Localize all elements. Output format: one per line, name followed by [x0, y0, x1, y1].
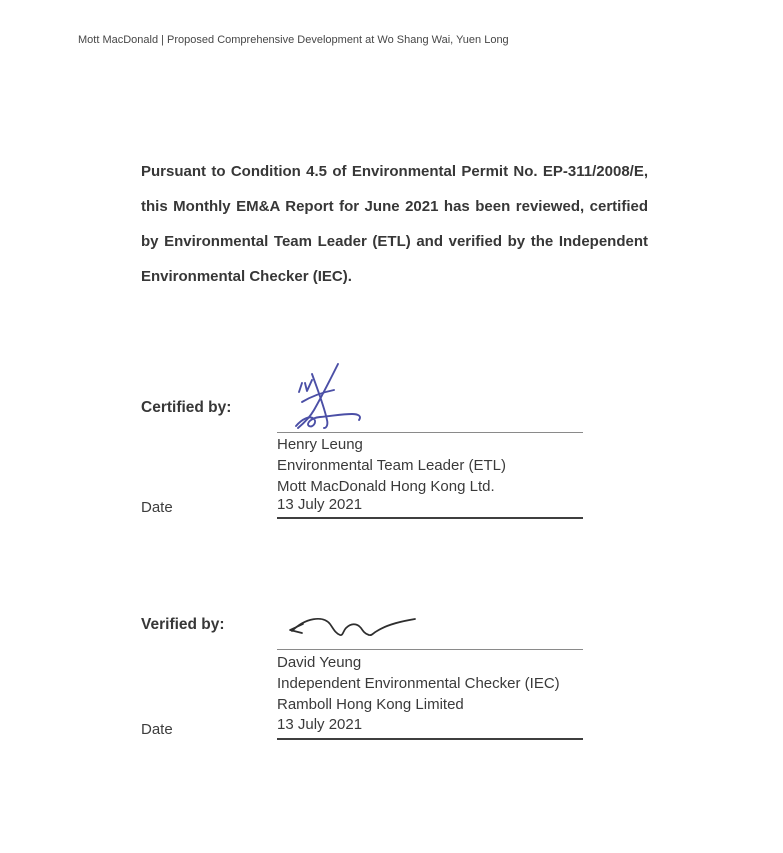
statement-line: by Environmental Team Leader (ETL) and verified by the Independent [141, 233, 648, 250]
verified-signature-image [283, 606, 418, 648]
certified-date-value: 13 July 2021 [277, 496, 363, 513]
certified-signature-line [277, 432, 583, 433]
certification-statement [141, 154, 648, 294]
statement-line: Pursuant to Condition 4.5 of Environmental Permit No. EP-311/2008/E, [141, 163, 648, 180]
statement-line: this Monthly EM&A Report for June 2021 has been reviewed, certified [141, 198, 648, 215]
certified-by-label: Certified by: [141, 399, 232, 416]
certified-signatory-company: Mott MacDonald Hong Kong Ltd. [277, 478, 495, 495]
certified-signatory-block [277, 434, 506, 497]
verified-by-label: Verified by: [141, 616, 225, 633]
verified-signatory-block [277, 652, 560, 715]
statement-line: Environmental Checker (IEC). [141, 268, 352, 285]
verified-date-label: Date [141, 721, 173, 738]
certified-signatory-title: Environmental Team Leader (ETL) [277, 457, 506, 474]
certified-signatory-name: Henry Leung [277, 436, 363, 453]
verified-signatory-name: David Yeung [277, 654, 362, 671]
verified-signatory-company: Ramboll Hong Kong Limited [277, 696, 464, 713]
certified-date-line [277, 517, 583, 519]
verified-date-line [277, 738, 583, 740]
certified-date-label: Date [141, 499, 173, 516]
verified-date-value: 13 July 2021 [277, 716, 363, 733]
document-header: Mott MacDonald | Proposed Comprehensive Development at Wo Shang Wai, Yuen Long [78, 34, 509, 46]
verified-signature-line [277, 649, 583, 650]
verified-signatory-title: Independent Environmental Checker (IEC) [277, 675, 560, 692]
certified-signature-image [286, 362, 376, 432]
